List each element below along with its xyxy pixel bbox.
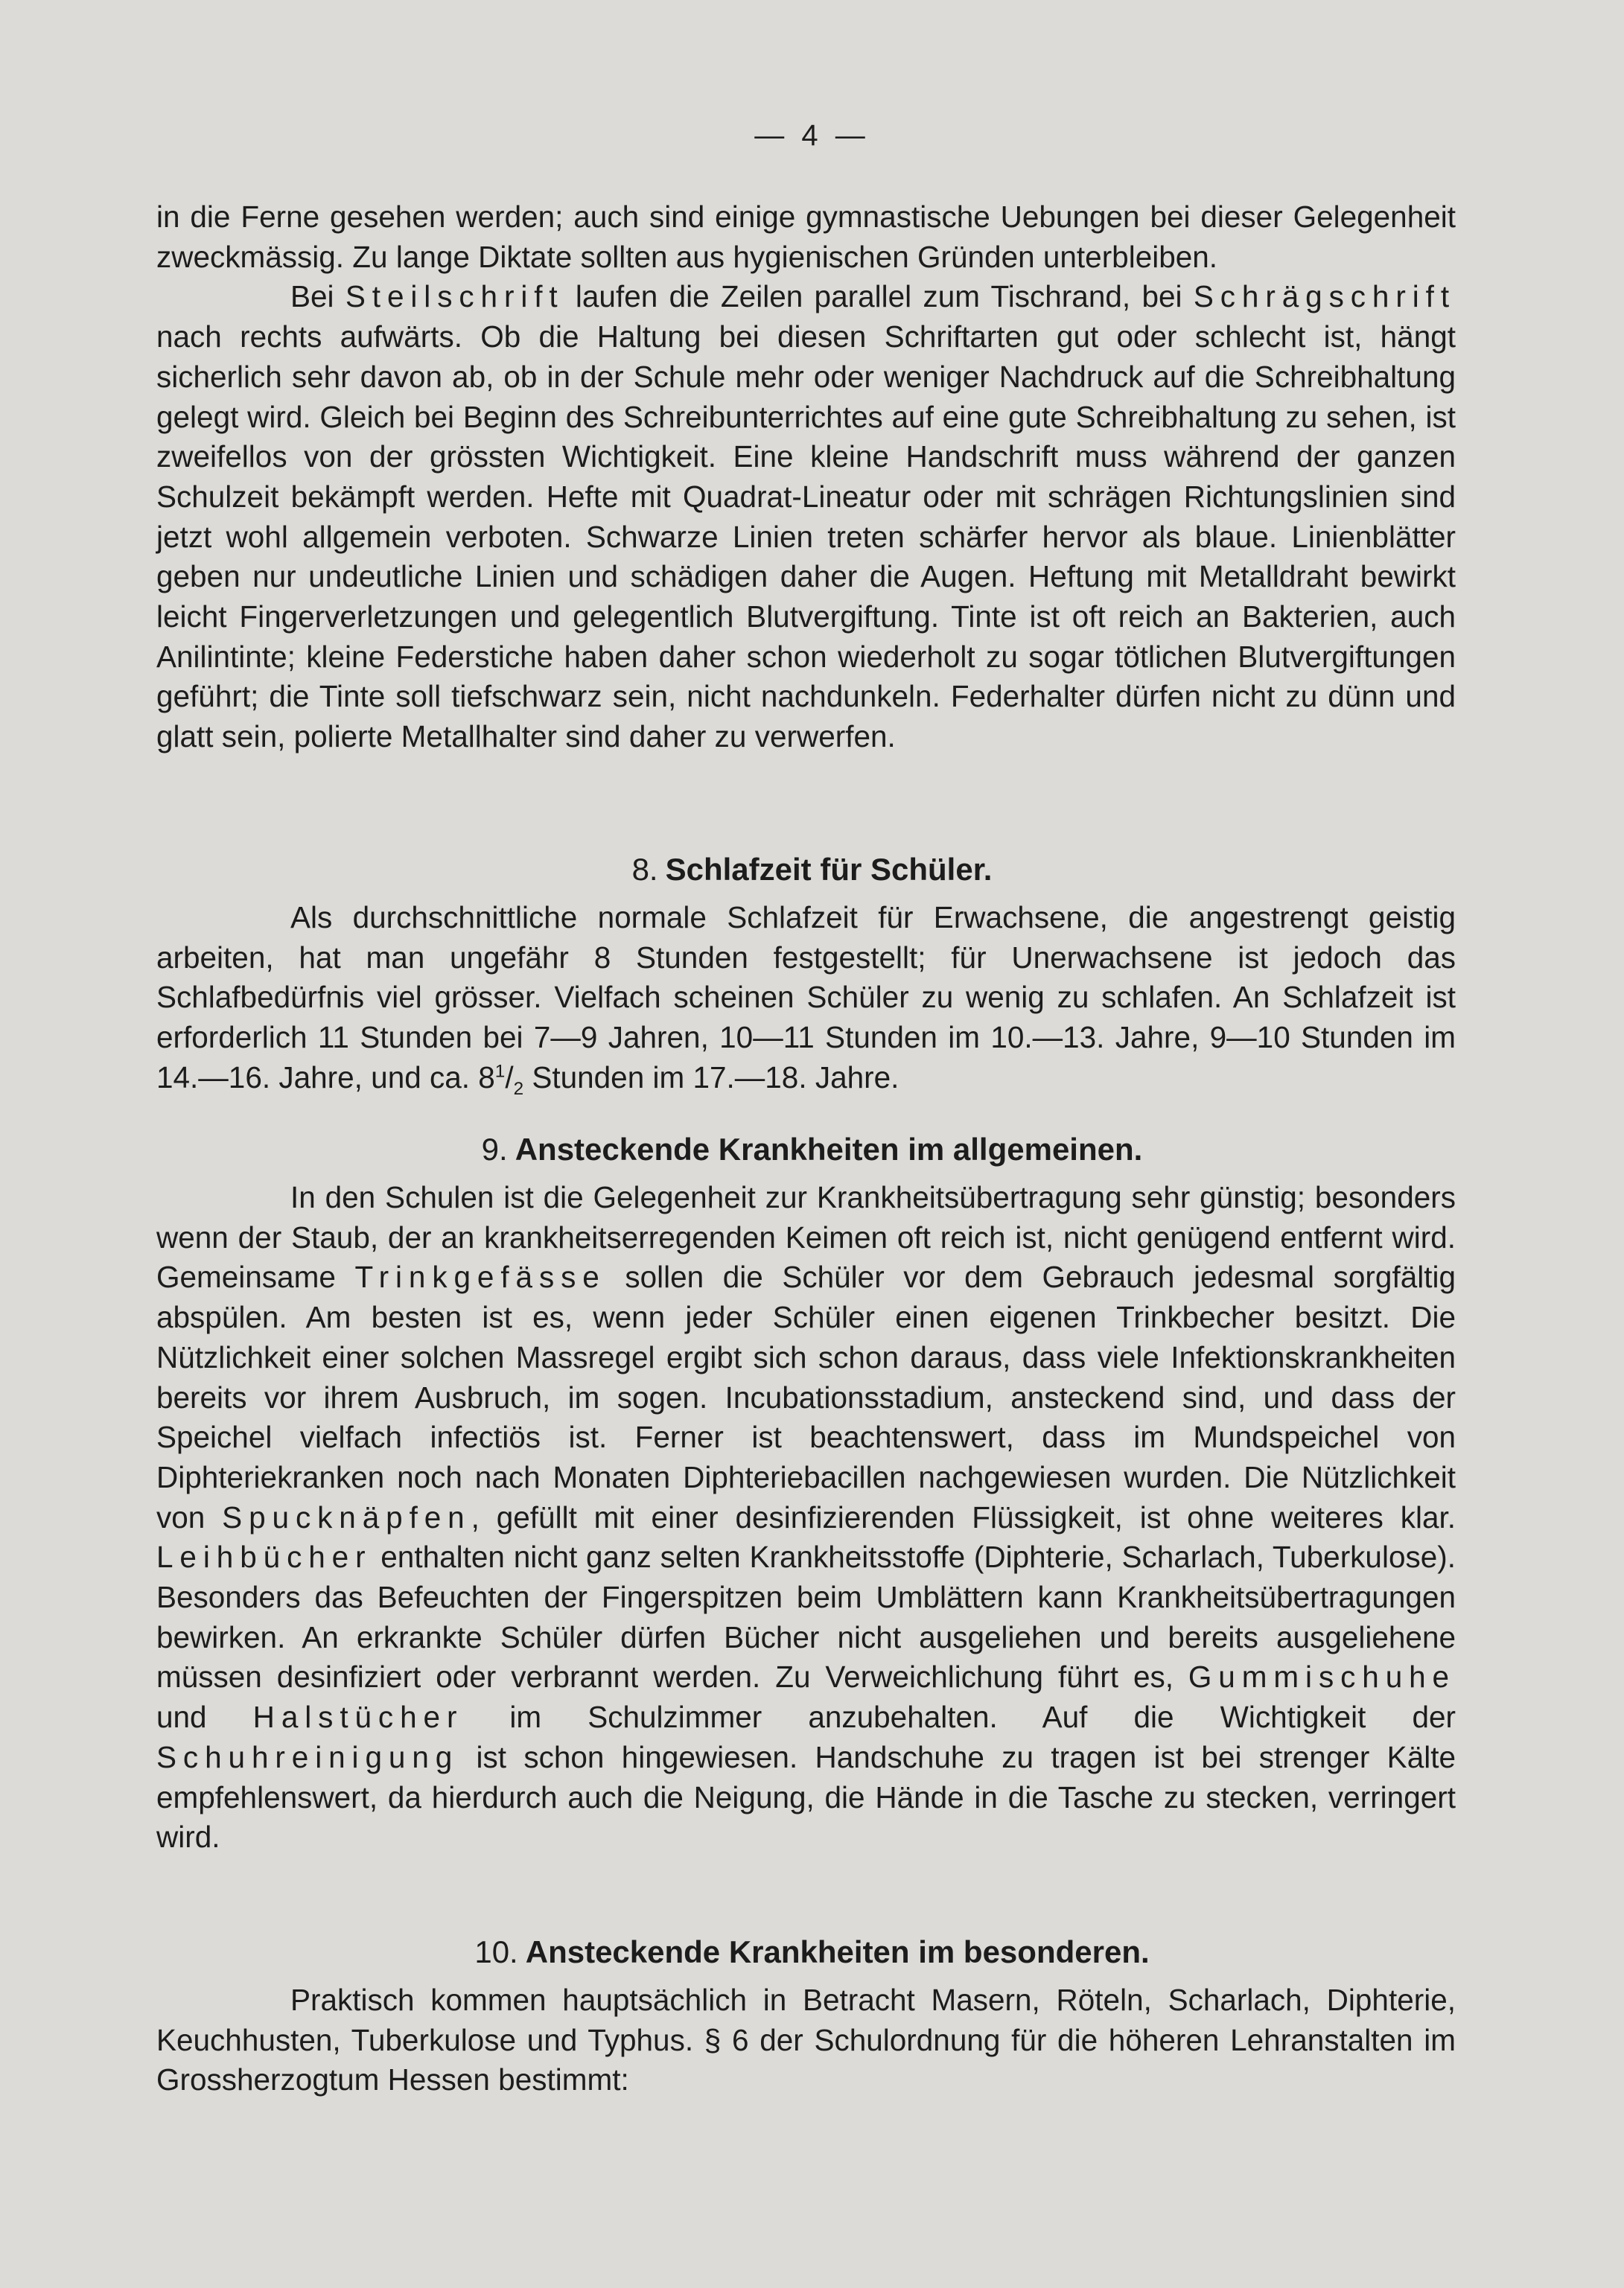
section-title: Ansteckende Krankheiten im allgemeinen. [515, 1132, 1143, 1167]
text-run: nach rechts aufwärts. Ob die Haltung bei diesen Schriftarten gut oder schlecht ist, hängt sicherlich sehr davon ab, ob in der Schule mehr oder weniger Nachdruck auf die Schreibhaltung gelegt wird. Gleich bei Beginn des Schreibunterrichtes auf eine gute Schreibhaltung zu sehen, ist zweifellos von der grössten Wichtigkeit. Eine kleine Handschrift muss während der ganzen Schulzeit bekämpft werden. Hefte mit Quadrat-Lineatur oder mit schrägen Richtungslinien sind jetzt wohl allgemein verboten. Schwarze Linien treten schärfer hervor als blaue. Linienblätter geben nur undeutliche Linien und schädigen daher die Augen. Heftung mit Metalldraht bewirkt leicht Fingerverletzungen und gelegentlich Blutvergiftung. Tinte ist oft reich an Bakterien, auch Anilintinte; kleine Federstiche haben daher schon wiederholt zu sogar tötlichen Blutvergiftungen geführt; die Tinte soll tiefschwarz sein, nicht nachdunkeln. Federhalter dürfen nicht zu dünn und glatt sein, polierte Metallhalter sind daher zu verwerfen. [156, 319, 1456, 754]
emphasis-steilschrift: Steilschrift [345, 279, 564, 314]
section-8-text-block [156, 898, 1456, 1098]
text-run: Stunden im 17.—18. Jahre. [523, 1059, 899, 1094]
text-run: laufen die Zeilen parallel zum Tischrand, bei [564, 279, 1194, 314]
fraction-slash: / [505, 1059, 514, 1094]
emphasis-halstuecher: Halstücher [252, 1700, 464, 1735]
section-8-paragraph-1 [156, 898, 1456, 1098]
text-run: Als durchschnittliche normale Schlafzeit für Erwachsene, die angestrengt geistig arbeiten, hat man ungefähr 8 Stunden festgestellt; für Unerwachsene ist jedoch das Schlafbedürfnis viel grösser. Vielfach scheinen Schüler zu wenig zu schlafen. An Schlafzeit ist erforderlich 11 Stunden bei 7—9 Jahren, 10—11 Stunden im 10.—13. Jahre, 9—10 Stunden im 14.—16. Jahre, und ca. 8 [156, 900, 1456, 1094]
intro-text-block [156, 197, 1456, 757]
text-run: , gefüllt mit einer desinfizierenden Flüssigkeit, ist ohne weiteres klar. [471, 1500, 1456, 1535]
emphasis-trinkgefaesse: Trinkgefässe [354, 1260, 606, 1295]
text-run: Bei [290, 279, 346, 314]
section-title: Ansteckende Krankheiten im besonderen. [525, 1934, 1150, 1969]
emphasis-schuhreinigung: Schuhreinigung [156, 1739, 459, 1774]
fraction-numerator: 1 [494, 1061, 506, 1082]
text-run: im Schulzimmer anzubehalten. Auf die Wichtigkeit der [463, 1700, 1456, 1735]
section-heading-9 [0, 1129, 1624, 1170]
emphasis-schraegschrift: Schrägschrift [1193, 279, 1456, 314]
section-10-paragraph-1: Praktisch kommen hauptsächlich in Betracht Masern, Röteln, Scharlach, Diphterie, Keuchhusten, Tuberkulose und Typhus. § 6 der Schulordnung für die höheren Lehranstalten im Grossherzogtum Hessen bestimmt: [156, 1983, 1456, 2097]
emphasis-leihbuecher: Leihbücher [156, 1540, 372, 1575]
section-9-text-block [156, 1178, 1456, 1858]
section-10-text-block [156, 1981, 1456, 2100]
text-run: ist schon hingewiesen. Handschuhe zu tragen ist bei strenger Kälte empfehlenswert, da hierdurch auch die Neigung, die Hände in die Tasche zu stecken, verringert wird. [156, 1739, 1456, 1855]
emphasis-gummischuhe: Gummischuhe [1188, 1660, 1456, 1695]
section-number: 10. [474, 1934, 518, 1969]
section-9-paragraph-1 [156, 1178, 1456, 1858]
text-run: enthalten nicht ganz selten Krankheitsstoffe (Diphterie, Scharlach, Tuberkulose). Besonders das Befeuchten der Fingerspitzen beim Umblättern kann Krankheitsübertragungen bewirken. An erkrankte Schüler dürfen Bücher nicht ausgeliehen und bereits ausgeliehene müssen desinfiziert oder verbrannt werden. Zu Verweichlichung führt es, [156, 1540, 1456, 1695]
fraction-denominator: 2 [513, 1078, 524, 1099]
section-number: 8. [631, 852, 658, 887]
text-run: sollen die Schüler vor dem Gebrauch jedesmal sorgfältig abspülen. Am besten ist es, wenn jeder Schüler einen eigenen Trinkbecher besitzt. Die Nützlichkeit einer solchen Massregel ergibt sich schon daraus, dass viele Infektionskrankheiten bereits vor ihrem Ausbruch, im sogen. Incubationsstadium, ansteckend sind, und dass der Speichel vielfach infectiös ist. Ferner ist beachtenswert, dass im Mundspeichel von Diphteriekranken noch nach Monaten Diphteriebacillen nachgewiesen wurden. Die Nützlichkeit von [156, 1260, 1456, 1535]
intro-paragraph-2 [156, 277, 1456, 756]
section-number: 9. [481, 1132, 508, 1167]
section-heading-10 [0, 1931, 1624, 1973]
section-heading-8 [0, 849, 1624, 890]
text-run: In den Schulen ist die Gelegenheit zur Krankheitsübertragung sehr günstig; besonders wenn der Staub, der an krankheitserregenden Keimen oft reich ist, nicht genügend entfernt wird. Gemeinsame [156, 1180, 1456, 1295]
page-number: — 4 — [754, 119, 870, 152]
section-title: Schlafzeit für Schüler. [665, 852, 993, 887]
emphasis-spucknaepfen: Spucknäpfen [222, 1500, 471, 1535]
intro-paragraph-1: in die Ferne gesehen werden; auch sind einige gymnastische Uebungen bei dieser Gelegenheit zweckmässig. Zu lange Diktate sollten aus hygienischen Gründen unterbleiben. [156, 200, 1456, 274]
text-run: und [156, 1700, 253, 1735]
